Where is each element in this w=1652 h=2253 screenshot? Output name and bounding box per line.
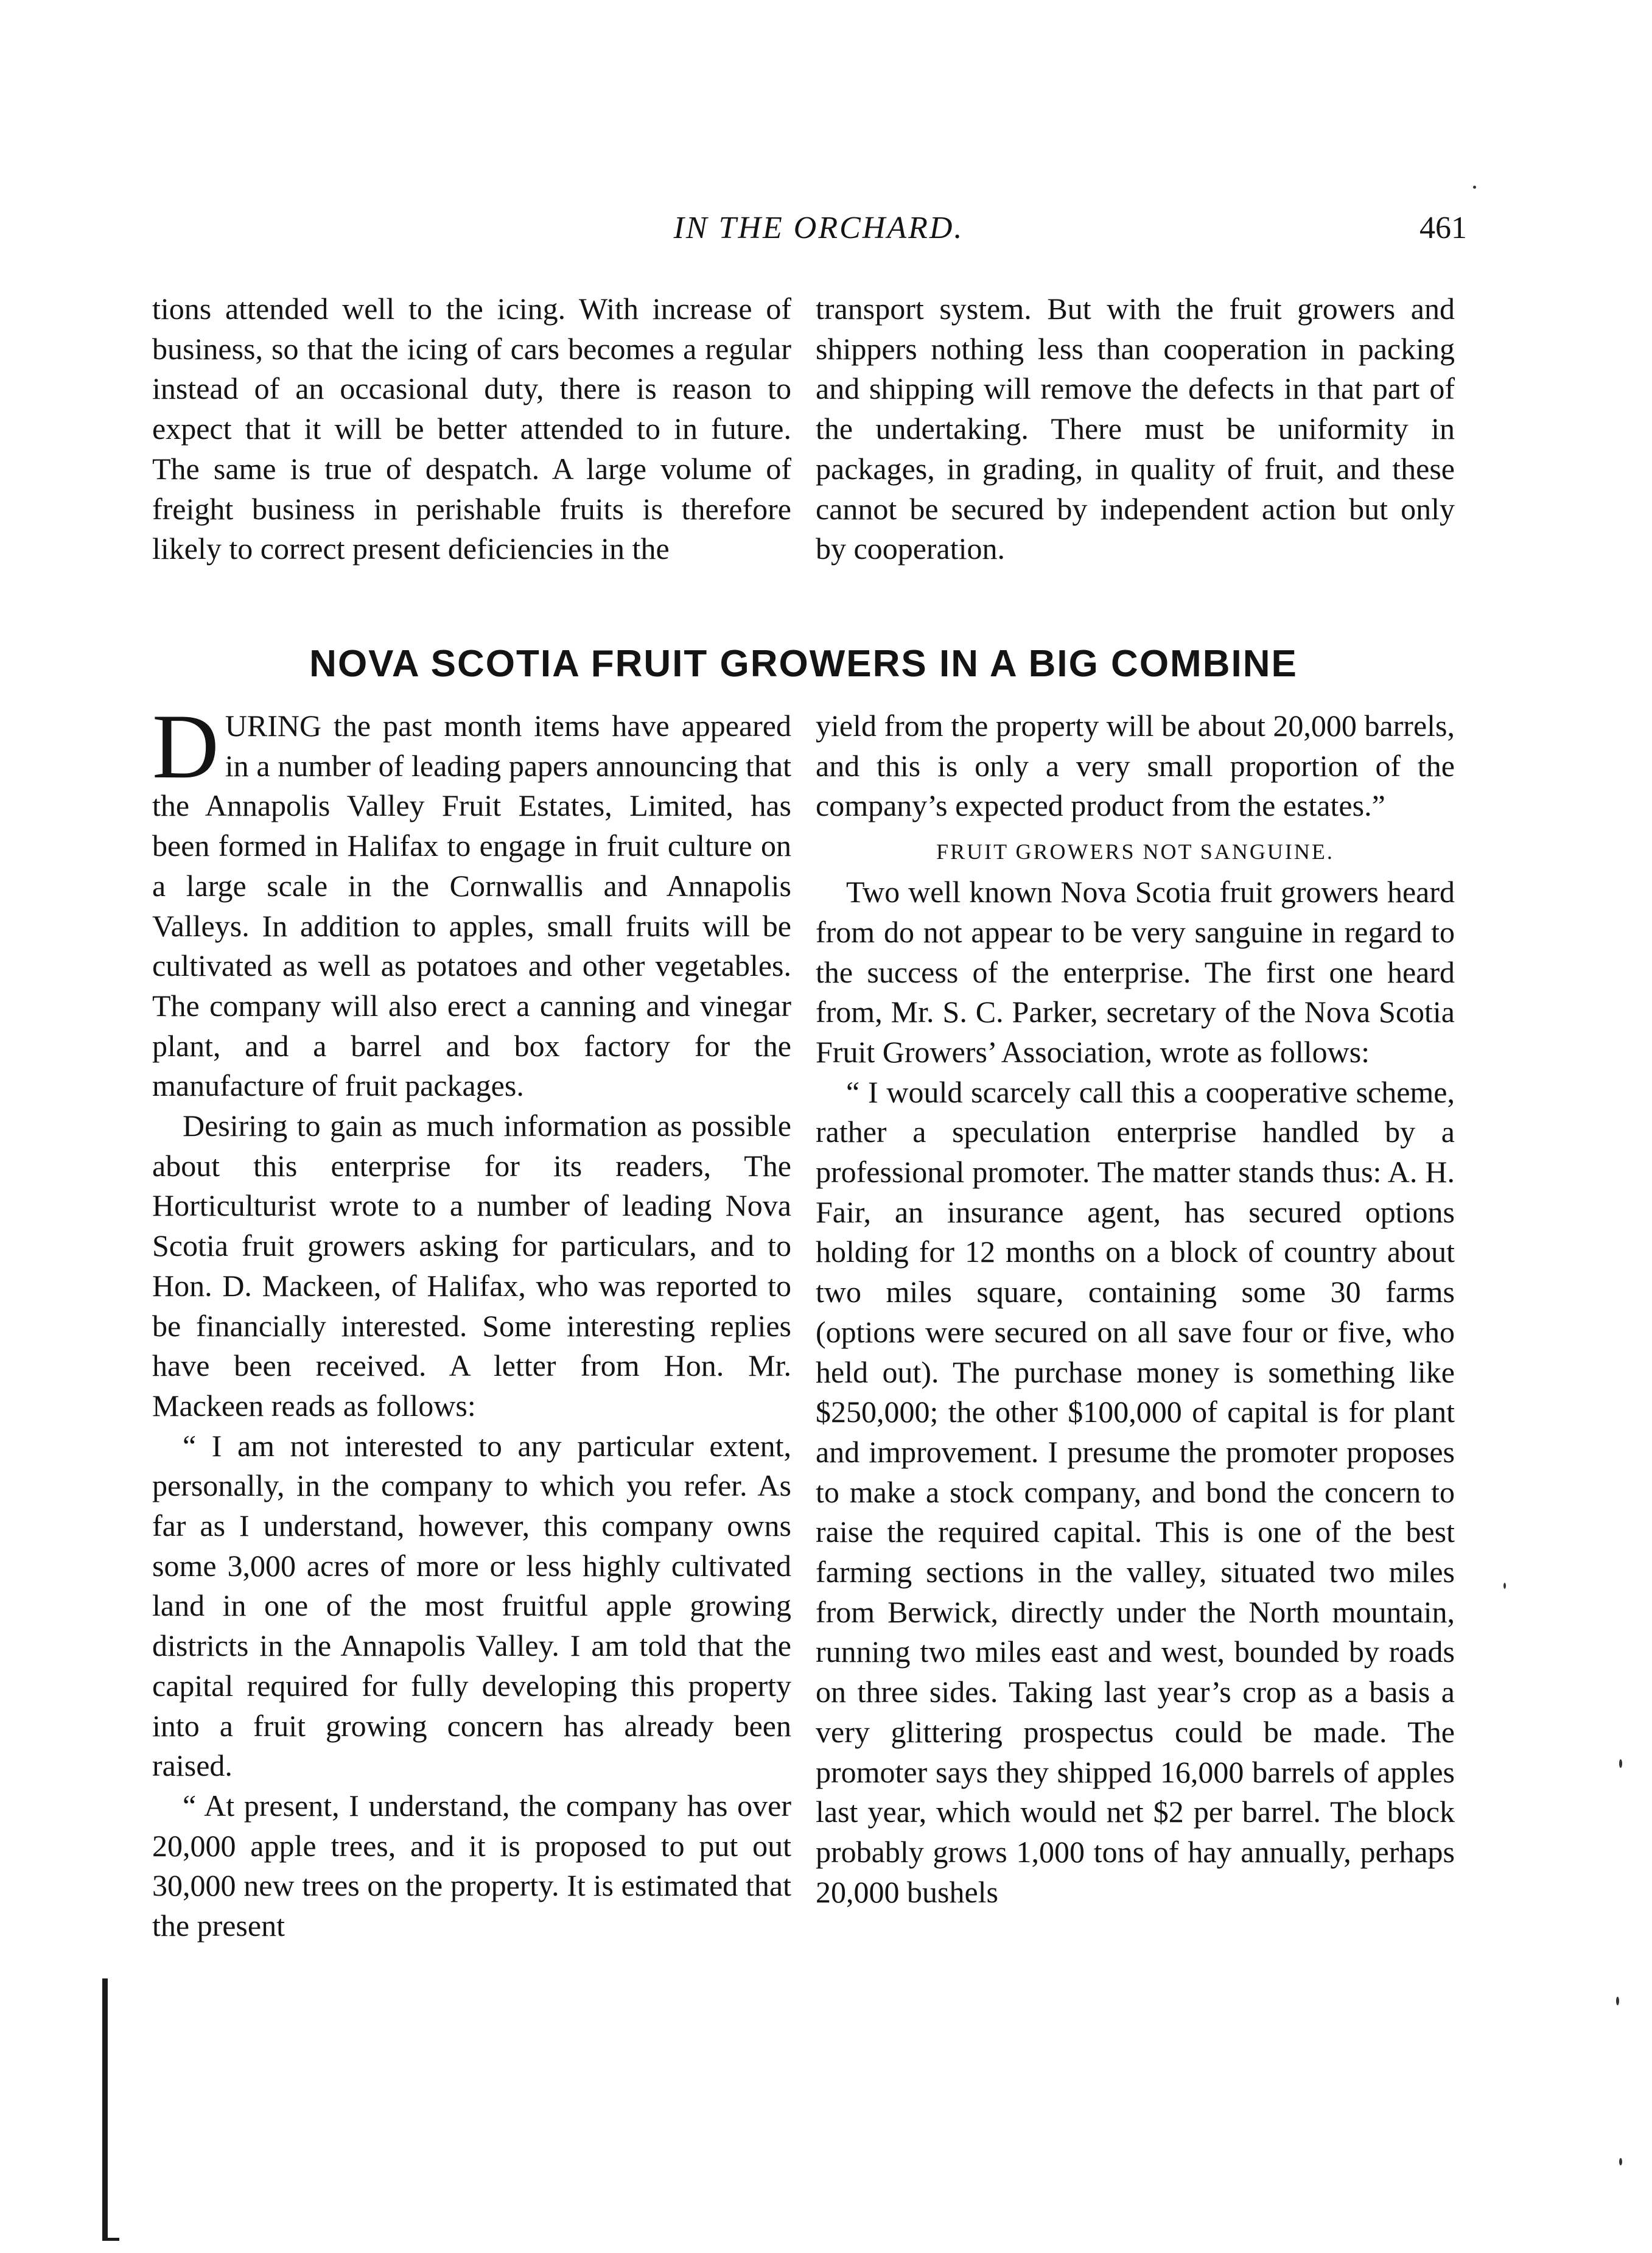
scan-speck: [1619, 1759, 1622, 1768]
article-paragraph: “ At present, I understand, the company has over 20,000 apple trees, and it is proposed to put out 30,000 new trees on the property. It is estimated that the present: [152, 1788, 791, 1943]
article-paragraph: “ I am not interested to any particular extent, personally, in the company to which you refer. As far as I understand, however, this company owns some 3,000 acres of more or less highly cultivated land in one of the most fruitful apple growing districts in the Annapolis Valley. I am told that the capital required for fully developing this property into a fruit growing concern has already been raised.: [152, 1428, 791, 1783]
scan-edge-rule-foot: [102, 2238, 119, 2241]
top-left-column: [152, 289, 791, 569]
continued-paragraph: tions attended well to the icing. With increase of business, so that the icing of cars becomes a regular instead of an occasional duty, there is reason to expect that it will be better attended to in future. The same is true of despatch. A large volume of freight business in perishable fruits is therefore likely to correct present deficiencies in the: [152, 292, 791, 566]
article-paragraph: Two well known Nova Scotia fruit growers heard from do not appear to be very sanguine in regard to the success of the enterprise. The first one heard from, Mr. S. C. Parker, secretary of the Nova Scotia Fruit Growers’ Association, wrote as follows:: [816, 875, 1455, 1069]
article-paragraph: Desiring to gain as much information as possible about this enterprise for its readers, The Horticulturist wrote to a number of leading Nova Scotia fruit growers asking for particulars, and to Hon. D. Mackeen, of Halifax, who was reported to be financially interested. Some interesting replies have been received. A letter from Hon. Mr. Mackeen reads as follows:: [152, 1109, 791, 1423]
article-left-column: [152, 695, 791, 1946]
article-right-column: [816, 706, 1455, 1912]
article-headline: NOVA SCOTIA FRUIT GROWERS IN A BIG COMBINE: [309, 643, 1298, 685]
scan-speck: [1616, 1997, 1619, 2005]
page-number: 461: [1419, 211, 1467, 245]
article-lead-paragraph: yield from the property will be about 20,000 barrels, and this is only a very small proportion of the company’s expected product from the estates.”: [816, 709, 1455, 823]
continued-paragraph: transport system. But with the fruit growers and shippers nothing less than cooperation in packing and shipping will remove the defects in that part of the undertaking. There must be uniformity in packages, in grading, in quality of fruit, and these cannot be secured by independent action but only by cooperation.: [816, 292, 1455, 566]
scan-speck: [1503, 1583, 1506, 1589]
scan-edge-rule: [102, 1978, 108, 2240]
section-subhead: FRUIT GROWERS NOT SANGUINE.: [936, 839, 1334, 864]
top-right-column: [816, 289, 1455, 569]
article-first-paragraph: [152, 695, 791, 1106]
article-paragraph: “ I would scarcely call this a cooperative scheme, rather a speculation enterprise handled by a professional promoter. The matter stands thus: A. H. Fair, an insurance agent, has secured options holding for 12 months on a block of country about two miles square, containing some 30 farms (options were secured on all save four or five, who held out). The purchase money is something like $250,000; the other $100,000 of capital is for plant and improvement. I presume the promoter proposes to make a stock company, and bond the concern to raise the required capital. This is one of the best farming sections in the valley, situated two miles from Berwick, directly under the North mountain, running two miles east and west, bounded by roads on three sides. Taking last year’s crop as a basis a very glittering prospectus could be made. The promoter says they shipped 16,000 barrels of apples last year, which would net $2 per barrel. The block probably grows 1,000 tons of hay annually, perhaps 20,000 bushels: [816, 1074, 1455, 1909]
scan-speck: [1619, 2158, 1622, 2165]
first-paragraph-text: URING the past month items have appeared in a number of leading papers announcing that the Annapolis Valley Fruit Estates, Limited, has been formed in Halifax to engage in fruit culture on a large scale in the Cornwallis and Annapolis Valleys. In addition to apples, small fruits will be cultivated as well as potatoes and other vegetables. The company will also erect a canning and vinegar plant, and a barrel and box factory for the manufacture of fruit packages.: [152, 709, 791, 1103]
running-title: IN THE ORCHARD.: [673, 211, 964, 245]
scan-speck: [1473, 186, 1476, 189]
drop-cap: D: [152, 695, 219, 797]
running-head: [155, 210, 1482, 265]
